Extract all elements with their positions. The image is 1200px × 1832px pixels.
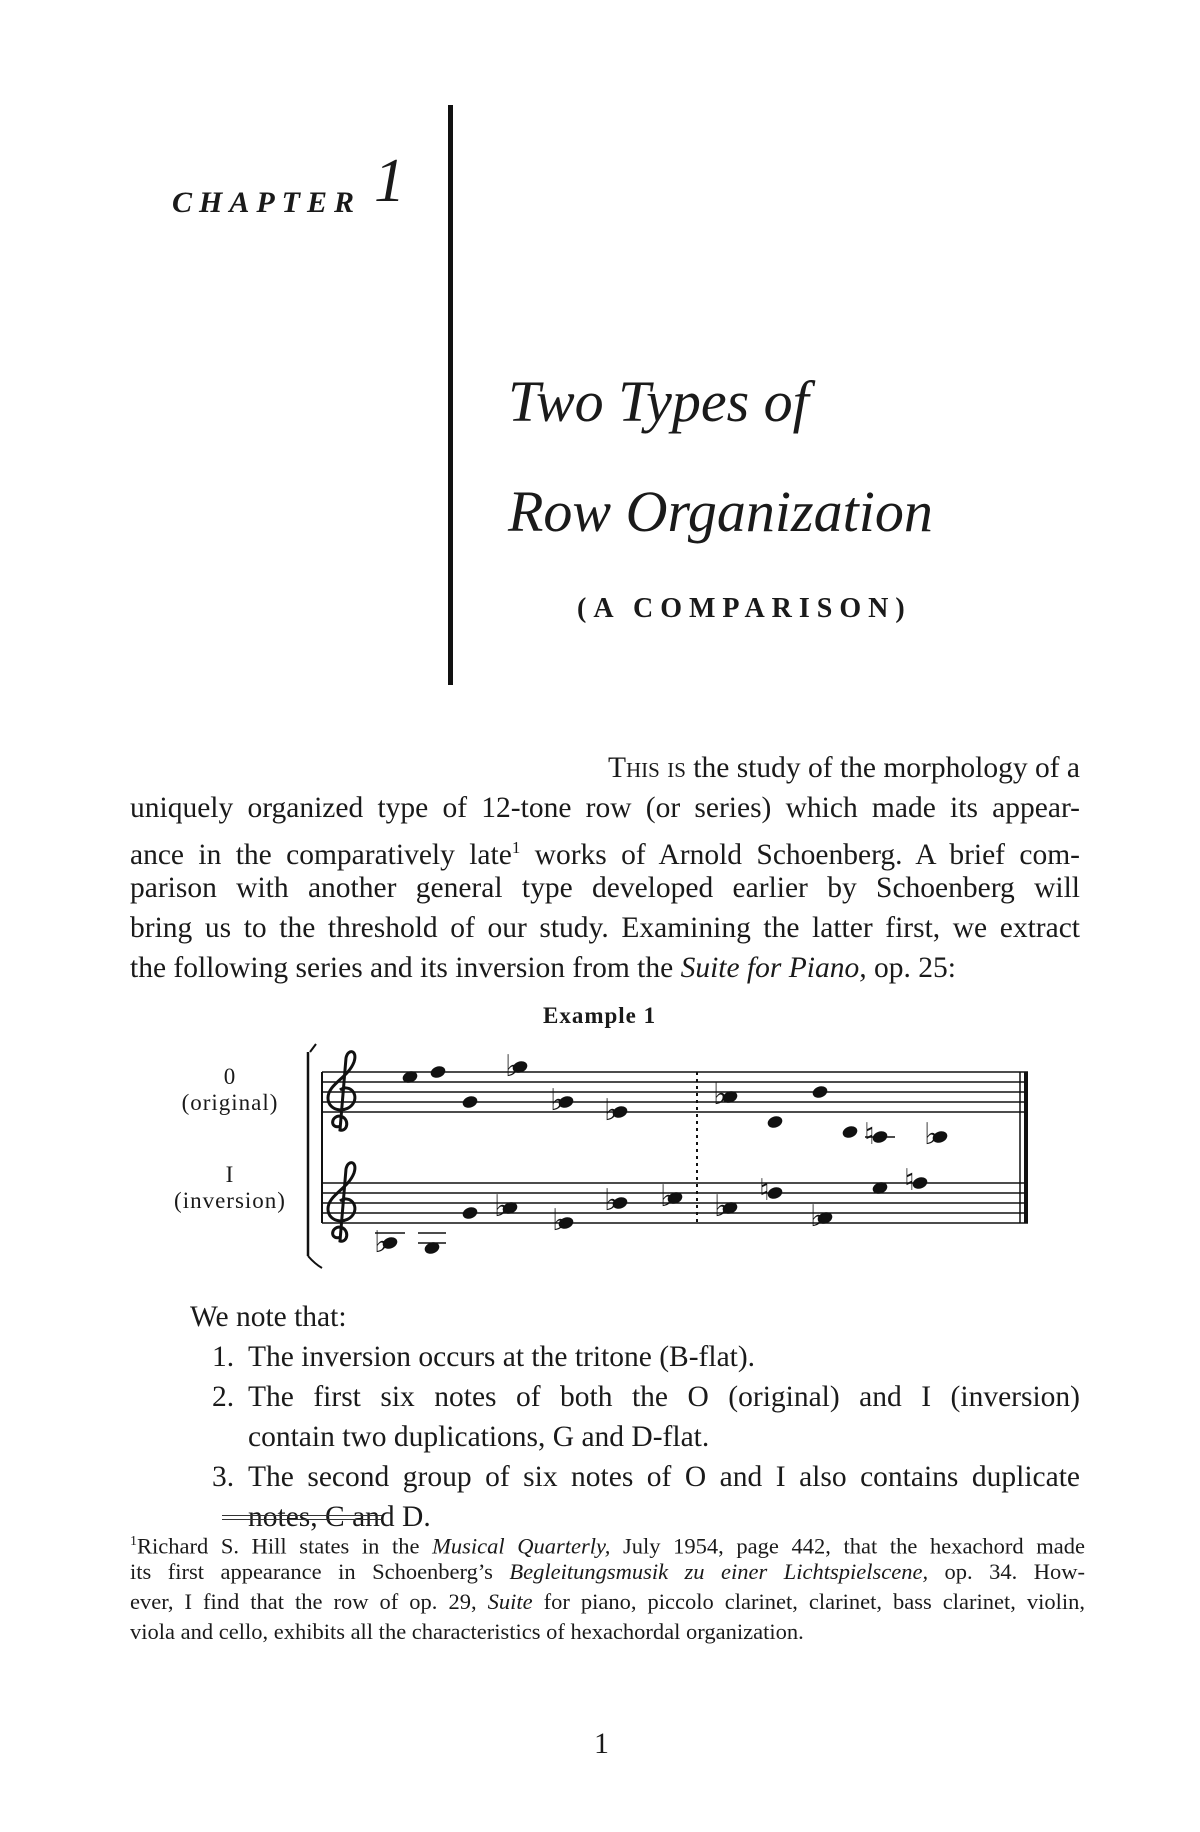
natural-icon: ♮ [759,1173,770,1208]
footnote-rule [222,1515,382,1516]
title-vertical-rule [448,105,453,685]
intro-line-6a: the following series and its inversion from the [130,952,681,984]
chapter-title-line-2: Row Organization [508,479,933,544]
chapter-title-line-1: Two Types of [508,369,809,434]
chapter-number: 1 [374,147,405,215]
flat-icon: ♭ [713,1077,728,1112]
footnote-line-3b: for piano, piccolo clarinet, clarinet, bass clarinet, violin, [532,1589,1085,1614]
note-head [462,1206,479,1220]
footnote-line-3a: ever, I find that the row of op. 29, [130,1589,488,1614]
chapter-label: CHAPTER [172,186,362,219]
musical-quarterly-title: Musical Quarterly, [432,1533,611,1559]
flat-icon: ♭ [604,1183,619,1218]
intro-lead-caps: This is [608,752,686,784]
note-head [767,1115,784,1129]
note-item-3-number: 3. [212,1461,235,1493]
footnote-line-3 [130,1587,1085,1617]
note-head [430,1065,447,1079]
flat-icon: ♭ [505,1049,520,1084]
flat-icon: ♭ [494,1189,509,1224]
footnote-line-2a: its first appearance in Schoenberg’s [130,1559,510,1584]
treble-clef-icon [328,1052,355,1131]
intro-line-3a: ance in the comparatively late [130,838,512,871]
accidental-signs [374,1049,938,1260]
note-item-2-number: 2. [212,1381,235,1413]
footnote-rule-second [222,1519,382,1520]
note-item-1-text: The inversion occurs at the tritone (B-flat). [248,1341,756,1373]
flat-icon: ♭ [810,1199,825,1234]
flat-icon: ♭ [660,1179,675,1214]
footnote-line-2b: op. 34. How- [928,1559,1085,1584]
staff-original [322,1072,1028,1112]
page-number: 1 [594,1727,609,1760]
note-item-2-line-2: contain two duplications, G and D-flat. [248,1421,710,1453]
note-head [812,1085,829,1099]
intro-line-6b: op. 25: [866,952,956,984]
notes-intro: We note that: [190,1301,347,1333]
suite-for-piano-title: Suite for Piano, [680,952,867,984]
row-name-inversion: (inversion) [174,1188,286,1213]
flat-icon: ♭ [604,1093,619,1128]
flat-icon: ♭ [550,1083,565,1118]
bracket-bottom-hook [308,1256,322,1268]
suite-title: Suite [487,1589,533,1614]
bracket-top-hook [310,1044,316,1052]
begleitungsmusik-title: Begleitungsmusik zu einer Lichtspielscene, [509,1559,929,1584]
row-symbol-inversion: I [225,1162,235,1187]
intro-line-1 [0,748,1080,788]
intro-line-3b: works of Arnold Schoenberg. A brief com- [520,838,1080,871]
intro-line-2: uniquely organized type of 12-tone row (or series) which made its appear- [130,792,1080,824]
natural-icon: ♮ [904,1163,915,1198]
note-item-2-line-1: The first six notes of both the O (original) and I (inversion) [248,1381,1080,1413]
example-label: Example 1 [543,1003,657,1028]
footnote-line-1a: Richard S. Hill states in the [137,1533,433,1559]
flat-icon: ♭ [374,1225,389,1260]
music-example-staves [170,1040,1050,1280]
chapter-subtitle: (A COMPARISON) [577,593,912,624]
note-head [462,1095,479,1109]
intro-line-5: bring us to the threshold of our study. Examining the latter first, we extract [130,912,1080,944]
note-head [842,1125,859,1139]
flat-icon: ♭ [552,1203,567,1238]
intro-line-1-text: the study of the morphology of a [685,752,1080,784]
footnote-mark: 1 [130,1534,137,1549]
natural-icon: ♮ [864,1117,875,1152]
intro-line-6 [130,948,1080,988]
treble-clef-icon [328,1163,355,1242]
note-item-3-line-1: The second group of six notes of O and I also contains duplicate [248,1461,1080,1493]
footnote-line-1b: July 1954, page 442, that the hexachord made [610,1533,1086,1559]
footnote-line-2 [130,1557,1085,1587]
intro-line-4: parison with another general type developed earlier by Schoenberg will [130,872,1080,904]
footnote-reference: 1 [511,838,521,857]
row-symbol-original: 0 [223,1064,237,1089]
flat-icon: ♭ [714,1189,729,1224]
row-name-original: (original) [181,1090,279,1115]
footnote-line-4: viola and cello, exhibits all the characteristics of hexachordal organization. [130,1619,804,1644]
note-item-3-line-2: notes, C and D. [248,1501,431,1533]
flat-icon: ♭ [924,1117,939,1152]
note-item-1-number: 1. [212,1341,235,1373]
